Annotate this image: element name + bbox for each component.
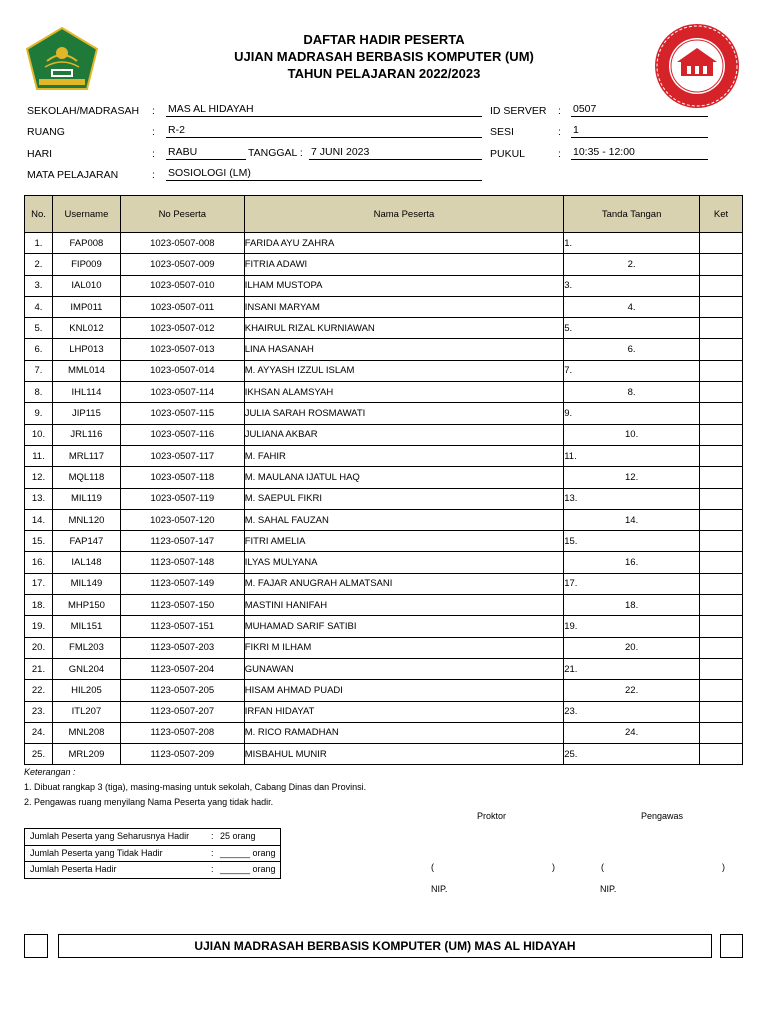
table-row [25,360,743,381]
row-number: 21. [25,658,53,679]
proktor-nip: NIP. [431,884,448,894]
row-notes [700,382,743,403]
row-participant-name: HISAM AHMAD PUADI [244,680,563,701]
row-username: MRL209 [52,744,120,765]
row-notes [700,680,743,701]
row-participant-number: 1023-0507-120 [120,509,244,530]
header-participant-number: No Peserta [120,196,244,233]
row-signature: 18. [564,595,700,616]
row-username: MIL151 [52,616,120,637]
table-row [25,424,743,445]
row-notes [700,616,743,637]
row-number: 15. [25,531,53,552]
table-row [25,531,743,552]
row-participant-name: IRFAN HIDAYAT [244,701,563,722]
row-username: GNL204 [52,658,120,679]
row-participant-number: 1123-0507-209 [120,744,244,765]
row-participant-number: 1123-0507-149 [120,573,244,594]
server-label: ID SERVER [490,105,547,117]
row-notes [700,488,743,509]
row-participant-number: 1023-0507-116 [120,424,244,445]
row-participant-number: 1023-0507-013 [120,339,244,360]
colon: : [152,148,155,160]
row-participant-name: IKHSAN ALAMSYAH [244,382,563,403]
row-notes [700,531,743,552]
row-username: FML203 [52,637,120,658]
row-signature: 21. [564,658,700,679]
row-number: 8. [25,382,53,403]
row-username: JRL116 [52,424,120,445]
table-row [25,744,743,765]
row-signature: 15. [564,531,700,552]
row-notes [700,339,743,360]
colon: : [152,105,155,117]
row-number: 14. [25,509,53,530]
row-participant-number: 1023-0507-014 [120,360,244,381]
table-row [25,658,743,679]
colon: : [558,126,561,138]
table-row [25,254,743,275]
absent-value: ______ orang [220,847,276,858]
row-notes [700,744,743,765]
row-notes [700,467,743,488]
row-participant-number: 1023-0507-117 [120,445,244,466]
row-signature: 6. [564,339,700,360]
table-row [25,467,743,488]
session-value: 1 [571,124,708,138]
table-row [25,296,743,317]
row-notes [700,318,743,339]
row-participant-name: ILHAM MUSTOPA [244,275,563,296]
row-participant-name: JULIANA AKBAR [244,424,563,445]
notes-title: Keterangan : [24,767,76,777]
row-notes [700,595,743,616]
row-signature: 20. [564,637,700,658]
row-participant-name: M. SAHAL FAUZAN [244,509,563,530]
row-signature: 22. [564,680,700,701]
room-value: R-2 [166,124,482,138]
absent-label: Jumlah Peserta yang Tidak Hadir [30,847,163,858]
row-signature: 5. [564,318,700,339]
row-participant-name: FARIDA AYU ZAHRA [244,233,563,254]
row-participant-name: MUHAMAD SARIF SATIBI [244,616,563,637]
row-participant-number: 1023-0507-010 [120,275,244,296]
summary-absent-row [25,846,280,863]
present-label: Jumlah Peserta Hadir [30,864,117,874]
row-signature: 11. [564,445,700,466]
row-username: FIP009 [52,254,120,275]
row-number: 4. [25,296,53,317]
row-participant-number: 1123-0507-148 [120,552,244,573]
row-participant-number: 1023-0507-011 [120,296,244,317]
row-username: MQL118 [52,467,120,488]
row-signature: 1. [564,233,700,254]
row-username: IAL148 [52,552,120,573]
row-participant-number: 1123-0507-151 [120,616,244,637]
row-signature: 23. [564,701,700,722]
row-username: FAP008 [52,233,120,254]
row-notes [700,296,743,317]
row-participant-name: M. FAJAR ANUGRAH ALMATSANI [244,573,563,594]
pengawas-close-paren: ) [722,862,725,872]
summary-present-row [25,862,280,878]
row-notes [700,722,743,743]
server-value: 0507 [571,103,708,117]
pengawas-open-paren: ( [601,862,604,872]
table-header-row [25,196,743,233]
row-username: ITL207 [52,701,120,722]
row-participant-number: 1123-0507-150 [120,595,244,616]
header-no: No. [25,196,53,233]
row-number: 5. [25,318,53,339]
row-participant-name: JULIA SARAH ROSMAWATI [244,403,563,424]
row-participant-name: INSANI MARYAM [244,296,563,317]
row-username: JIP115 [52,403,120,424]
row-number: 23. [25,701,53,722]
row-participant-name: ILYAS MULYANA [244,552,563,573]
row-number: 10. [25,424,53,445]
row-signature: 9. [564,403,700,424]
colon: : [211,864,214,874]
row-username: FAP147 [52,531,120,552]
table-row [25,403,743,424]
row-participant-number: 1123-0507-203 [120,637,244,658]
row-signature: 16. [564,552,700,573]
row-number: 7. [25,360,53,381]
row-number: 9. [25,403,53,424]
row-signature: 24. [564,722,700,743]
title-line-3: TAHUN PELAJARAN 2022/2023 [287,66,481,81]
room-label: RUANG [27,126,65,138]
row-participant-name: GUNAWAN [244,658,563,679]
table-row [25,275,743,296]
row-participant-name: KHAIRUL RIZAL KURNIAWAN [244,318,563,339]
footer-title: UJIAN MADRASAH BERBASIS KOMPUTER (UM) MAS AL HIDAYAH [58,934,712,958]
row-username: MNL208 [52,722,120,743]
table-row [25,573,743,594]
time-value: 10:35 - 12:00 [571,146,708,160]
row-signature: 3. [564,275,700,296]
row-participant-name: FIKRI M ILHAM [244,637,563,658]
subject-label: MATA PELAJARAN [27,169,119,181]
row-participant-number: 1123-0507-207 [120,701,244,722]
footer-left-box [24,934,48,958]
table-row [25,445,743,466]
date-value: 7 JUNI 2023 [309,146,482,160]
row-signature: 10. [564,424,700,445]
pengawas-label: Pengawas [641,811,684,821]
row-notes [700,233,743,254]
row-participant-number: 1023-0507-115 [120,403,244,424]
row-number: 16. [25,552,53,573]
table-row [25,233,743,254]
row-participant-number: 1023-0507-009 [120,254,244,275]
row-notes [700,658,743,679]
expected-label: Jumlah Peserta yang Seharusnya Hadir [30,831,190,841]
header-username: Username [52,196,120,233]
row-notes [700,552,743,573]
row-number: 17. [25,573,53,594]
row-number: 22. [25,680,53,701]
row-number: 11. [25,445,53,466]
present-value: ______ orang [220,864,276,874]
row-number: 24. [25,722,53,743]
table-row [25,318,743,339]
row-number: 6. [25,339,53,360]
table-row [25,616,743,637]
table-row [25,339,743,360]
row-number: 1. [25,233,53,254]
subject-value: SOSIOLOGI (LM) [166,167,482,181]
row-signature: 12. [564,467,700,488]
date-label: TANGGAL : [248,147,303,159]
row-participant-name: MISBAHUL MUNIR [244,744,563,765]
header-notes: Ket [700,196,743,233]
expected-value: 25 orang [220,831,256,841]
row-participant-number: 1023-0507-118 [120,467,244,488]
row-participant-name: M. SAEPUL FIKRI [244,488,563,509]
row-participant-name: LINA HASANAH [244,339,563,360]
row-participant-name: M. MAULANA IJATUL HAQ [244,467,563,488]
row-number: 2. [25,254,53,275]
title-line-2: UJIAN MADRASAH BERBASIS KOMPUTER (UM) [234,49,534,64]
summary-expected-row [25,829,280,846]
row-notes [700,637,743,658]
colon: : [558,105,561,117]
row-participant-number: 1123-0507-204 [120,658,244,679]
row-participant-number: 1123-0507-208 [120,722,244,743]
table-row [25,701,743,722]
table-row [25,722,743,743]
summary-box [24,828,281,879]
colon: : [211,847,214,858]
row-notes [700,360,743,381]
row-signature: 25. [564,744,700,765]
row-participant-number: 1023-0507-008 [120,233,244,254]
row-number: 25. [25,744,53,765]
row-username: IHL114 [52,382,120,403]
note-1: 1. Dibuat rangkap 3 (tiga), masing-masing untuk sekolah, Cabang Dinas dan Provinsi. [24,782,367,792]
row-username: MIL119 [52,488,120,509]
row-username: KNL012 [52,318,120,339]
table-row [25,680,743,701]
header-signature: Tanda Tangan [564,196,700,233]
proktor-label: Proktor [477,811,507,821]
row-participant-number: 1023-0507-114 [120,382,244,403]
school-label: SEKOLAH/MADRASAH [27,105,140,117]
row-number: 13. [25,488,53,509]
colon: : [211,831,214,841]
row-notes [700,573,743,594]
row-participant-name: M. AYYASH IZZUL ISLAM [244,360,563,381]
row-signature: 13. [564,488,700,509]
footer-right-box [720,934,743,958]
row-notes [700,509,743,530]
pengawas-nip: NIP. [600,884,617,894]
row-number: 20. [25,637,53,658]
row-notes [700,254,743,275]
row-username: IAL010 [52,275,120,296]
row-username: MRL117 [52,445,120,466]
table-row [25,509,743,530]
day-value: RABU [166,146,246,160]
row-participant-name: M. FAHIR [244,445,563,466]
row-signature: 2. [564,254,700,275]
row-number: 3. [25,275,53,296]
note-2: 2. Pengawas ruang menyilang Nama Peserta yang tidak hadir. [24,797,274,807]
row-participant-number: 1123-0507-205 [120,680,244,701]
row-number: 19. [25,616,53,637]
row-participant-number: 1123-0507-147 [120,531,244,552]
row-notes [700,275,743,296]
row-participant-name: FITRIA ADAWI [244,254,563,275]
table-row [25,488,743,509]
colon: : [558,148,561,160]
row-username: MNL120 [52,509,120,530]
time-label: PUKUL [490,148,526,160]
row-notes [700,445,743,466]
table-row [25,595,743,616]
row-notes [700,424,743,445]
row-participant-number: 1023-0507-119 [120,488,244,509]
row-username: LHP013 [52,339,120,360]
row-notes [700,701,743,722]
row-participant-name: MASTINI HANIFAH [244,595,563,616]
row-signature: 7. [564,360,700,381]
proktor-close-paren: ) [552,862,555,872]
session-label: SESI [490,126,514,138]
row-username: HIL205 [52,680,120,701]
table-row [25,637,743,658]
row-signature: 19. [564,616,700,637]
school-value: MAS AL HIDAYAH [166,103,482,117]
colon: : [152,126,155,138]
row-notes [700,403,743,424]
row-username: MML014 [52,360,120,381]
row-signature: 8. [564,382,700,403]
row-username: MHP150 [52,595,120,616]
row-signature: 4. [564,296,700,317]
row-participant-number: 1023-0507-012 [120,318,244,339]
row-number: 12. [25,467,53,488]
header-participant-name: Nama Peserta [244,196,563,233]
row-participant-name: M. RICO RAMADHAN [244,722,563,743]
day-label: HARI [27,148,53,160]
attendance-table [24,195,743,765]
colon: : [152,169,155,181]
row-signature: 17. [564,573,700,594]
row-username: MIL149 [52,573,120,594]
row-number: 18. [25,595,53,616]
row-signature: 14. [564,509,700,530]
table-row [25,382,743,403]
row-participant-name: FITRI AMELIA [244,531,563,552]
table-row [25,552,743,573]
row-username: IMP011 [52,296,120,317]
proktor-open-paren: ( [431,862,434,872]
title-line-1: DAFTAR HADIR PESERTA [303,32,465,47]
